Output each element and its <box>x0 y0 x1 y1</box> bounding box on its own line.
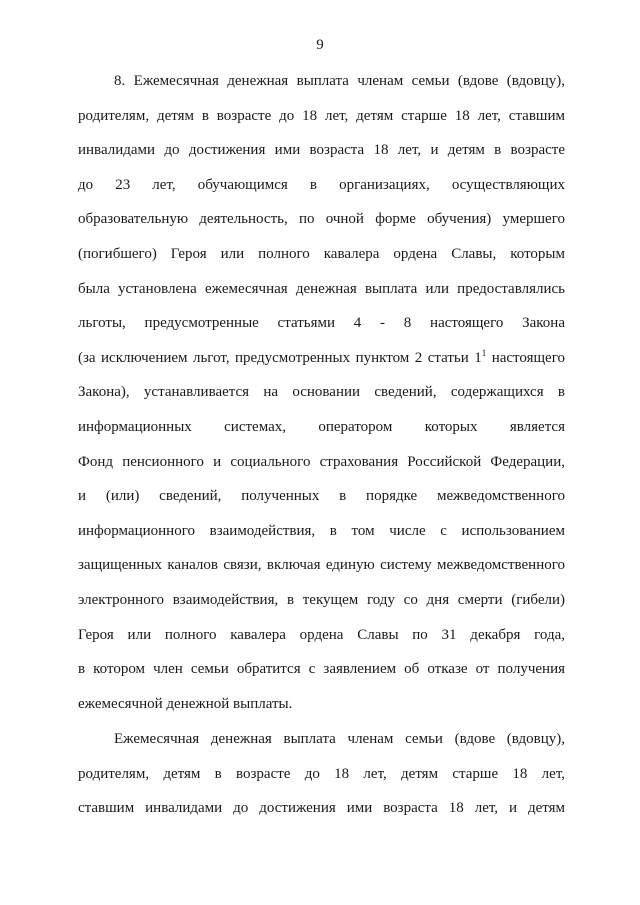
superscript: 1 <box>481 347 487 358</box>
text-line: ежемесячной денежной выплаты. <box>78 695 293 712</box>
text-line: информационных системах, оператором которых является <box>78 418 565 435</box>
text-line: 8. Ежемесячная денежная выплата членам семьи (вдове (вдовцу), <box>114 73 565 89</box>
text-line: образовательную деятельность, по очной форме обучения) умершего <box>78 211 565 228</box>
text-line: электронного взаимодействия, в текущем году со дня смерти (гибели) <box>78 591 565 608</box>
text-line: информационного взаимодействия, в том числе с использованием <box>78 522 565 539</box>
text-line: и (или) сведений, полученных в порядке межведомственного <box>78 488 565 505</box>
page-number: 9 <box>316 37 324 53</box>
text-line: Героя или полного кавалера ордена Славы по 31 декабря года, <box>78 626 565 643</box>
text-line: защищенных каналов связи, включая единую систему межведомственного <box>78 557 565 574</box>
text-line: в котором член семьи обратится с заявлением об отказе от получения <box>78 661 565 678</box>
paragraph-continuation <box>78 722 565 826</box>
paragraph-8 <box>78 64 565 721</box>
text-segment: настоящего <box>486 349 565 366</box>
text-line: родителям, детям в возрасте до 18 лет, детям старше 18 лет, <box>78 765 565 782</box>
text-line: ставшим инвалидами до достижения ими возраста 18 лет, и детям <box>78 800 565 817</box>
text-line: льготы, предусмотренные статьями 4 - 8 настоящего Закона <box>78 315 565 332</box>
text-line: Фонд пенсионного и социального страхования Российской Федерации, <box>78 453 565 470</box>
text-line: (погибшего) Героя или полного кавалера ордена Славы, которым <box>78 245 565 262</box>
text-line: была установлена ежемесячная денежная выплата или предоставлялись <box>78 280 565 297</box>
text-line-with-superscript <box>78 341 565 376</box>
text-segment: (за исключением льгот, предусмотренных пунктом 2 статьи 1 <box>78 349 482 366</box>
text-line: инвалидами до достижения ими возраста 18 лет, и детям в возрасте <box>78 142 565 159</box>
text-line: Ежемесячная денежная выплата членам семьи (вдове (вдовцу), <box>114 731 565 747</box>
text-line: родителям, детям в возрасте до 18 лет, детям старше 18 лет, ставшим <box>78 107 565 124</box>
text-line: до 23 лет, обучающимся в организациях, осуществляющих <box>78 176 565 193</box>
text-line: Закона), устанавливается на основании сведений, содержащихся в <box>78 384 565 401</box>
